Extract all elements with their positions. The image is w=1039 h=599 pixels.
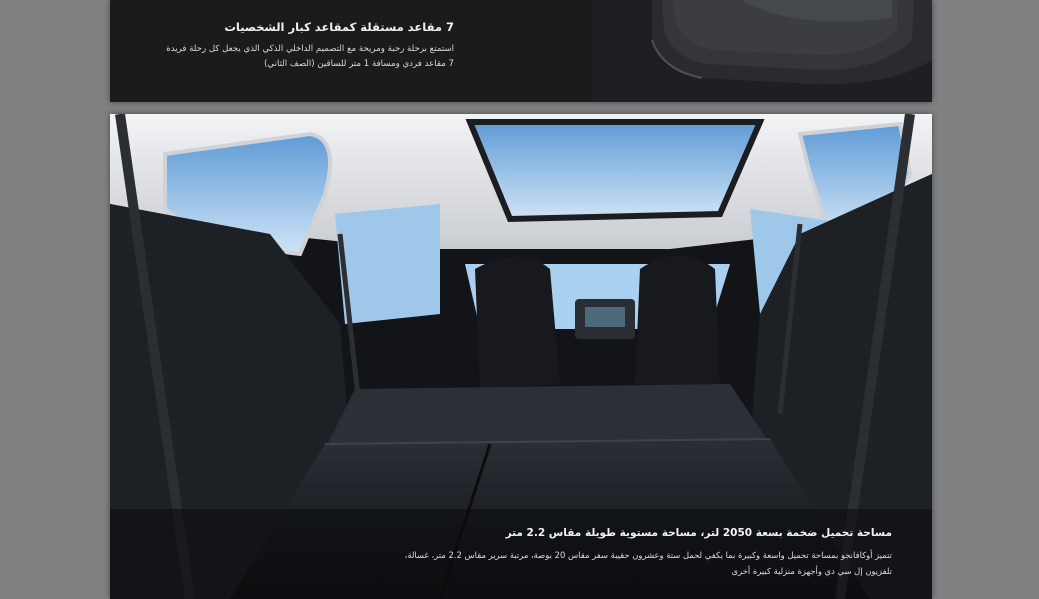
brochure-page-seats [110, 0, 932, 102]
cargo-description-line-1: تتميز أوكافانجو بمساحة تحميل واسعة وكبيرة بما يكفي لحمل ستة وعشرون حقيبة سفر مقاس 20 بوصة، مرتبة سرير مقاس 2.2 متر، غسالة، [404, 550, 892, 560]
seats-description-line-2: 7 مقاعد فردي ومسافة 1 متر للساقين (الصف الثاني) [264, 59, 454, 69]
seats-text-block [154, 20, 454, 72]
seat-interior-photo [592, 0, 932, 102]
cargo-description-line-2: تلفزيون إل سي دي وأجهزة منزلية كبيرة أخرى [731, 566, 892, 576]
cargo-heading: مساحة تحميل ضخمة بسعة 2050 لتر، مساحة مستوية طويلة مقاس 2.2 متر [505, 527, 892, 539]
brochure-page-cargo [110, 114, 932, 599]
seats-heading: 7 مقاعد مستقلة كمقاعد كبار الشخصيات [224, 20, 454, 34]
seats-description-line-1: استمتع برحلة رحبة ومريحة مع التصميم الداخلي الذكي الذي يجعل كل رحلة فريدة [166, 44, 454, 54]
cargo-text-block [292, 527, 892, 579]
